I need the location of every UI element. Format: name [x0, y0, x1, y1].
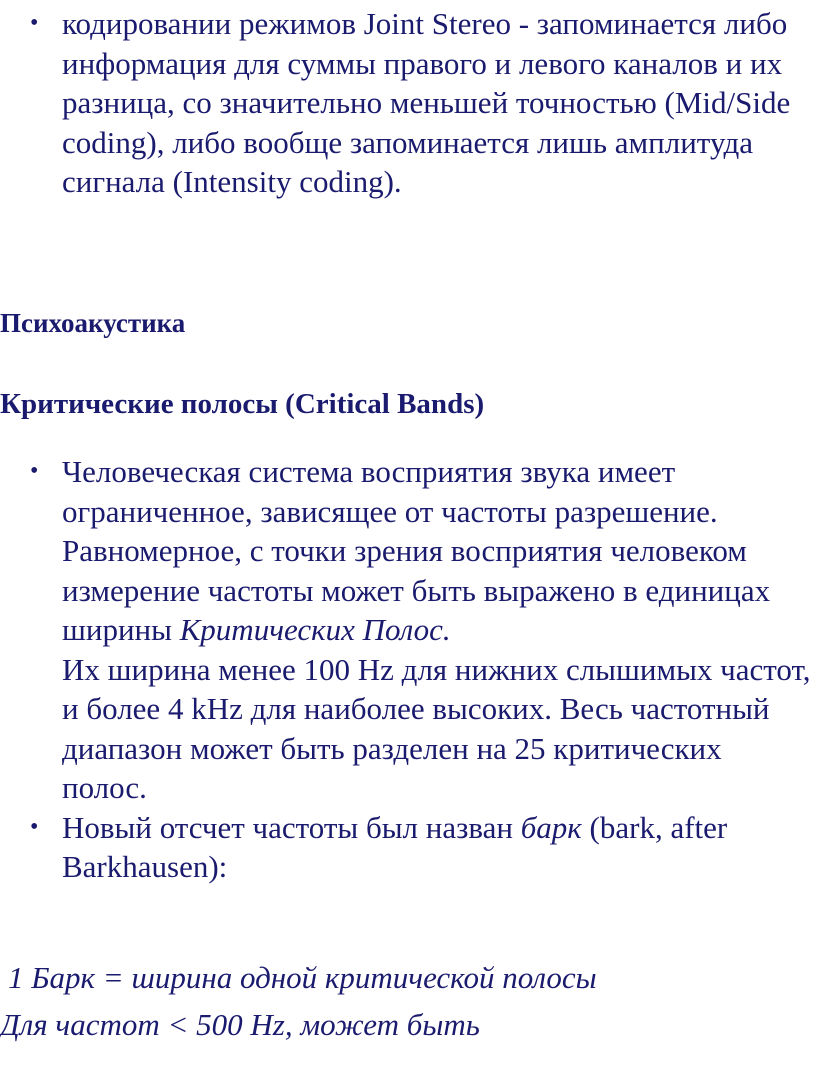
- bullet-icon: •: [30, 813, 39, 840]
- critical-bands-list: [0, 452, 816, 887]
- bark-intro-text: Новый отсчет частоты был назван: [62, 809, 521, 845]
- bullet-icon: •: [30, 10, 39, 36]
- section-heading-critical-bands: Критические полосы (Critical Bands): [0, 388, 485, 420]
- bark-origin-text: (bark, after Barkhausen):: [62, 809, 728, 884]
- hearing-resolution-text: Человеческая система восприятия звука имеет ограниченное, зависящее от частоты разрешение. Равномерное, с точки зрения восприятия человеком измерение частоты может быть выражено в единицах ширины: [62, 454, 771, 647]
- bullet-icon: •: [30, 458, 39, 484]
- list-item: [0, 452, 816, 808]
- bark-term: барк: [520, 809, 582, 845]
- critical-bands-term: Критических Полос.: [179, 612, 451, 647]
- section-heading-psychoacoustics: Психоакустика: [0, 308, 186, 338]
- list-item: [0, 4, 816, 202]
- joint-stereo-text: кодировании режимов Joint Stereo - запоминается либо информация для суммы правого и левого каналов и их разница, со значительно меньшей точностью (Mid/Side coding), либо вообще запоминается лишь амплитуда сигнала (Intensity coding).: [62, 6, 791, 199]
- list-item: [0, 808, 816, 887]
- joint-stereo-list: [0, 4, 816, 202]
- bark-definition: 1 Барк = ширина одной критической полосы: [8, 960, 597, 995]
- bandwidth-text: Их ширина менее 100 Hz для нижних слышимых частот, и более 4 kHz для наиболее высоких. Весь частотный диапазон может быть разделен на 25 критических полос.: [62, 651, 811, 805]
- low-frequency-note: Для частот < 500 Hz, может быть: [0, 1007, 480, 1042]
